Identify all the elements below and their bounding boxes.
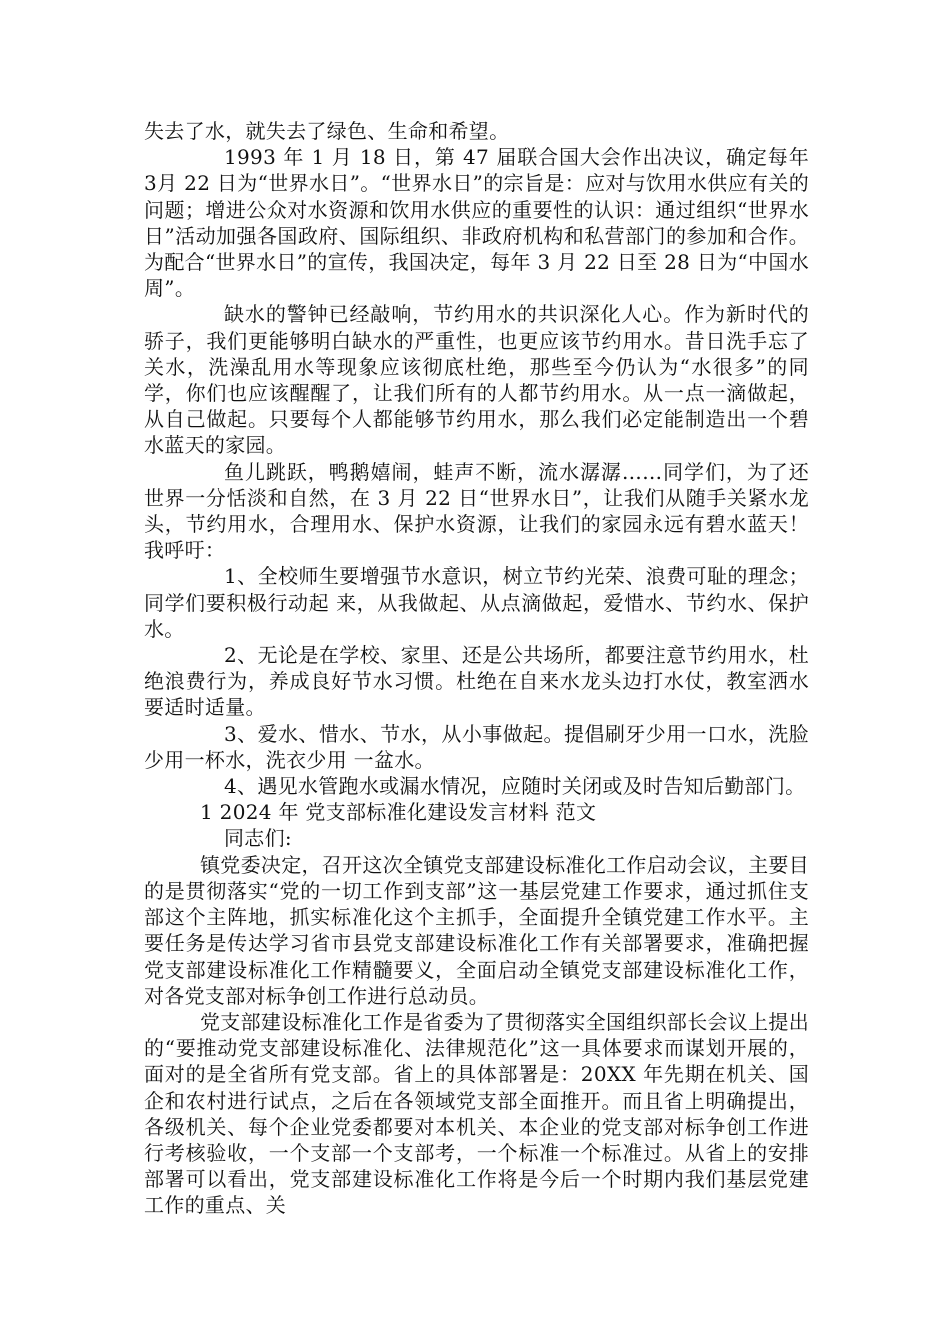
paragraph-world-water-day: 1993 年 1 月 18 日，第 47 届联合国大会作出决议，确定每年 3月 22 日为“世界水日”。“世界水日”的宗旨是：应对与饮用水供应有关的问题；增进公众对水资源和饮用水供应的重要性的认识：通过组织“世界水日”活动加强各国政府、国际组织、非政府机构和私营部门的参加和合作。为配合“世界水日”的宣传，我国决定，每年 3 月 22 日至 28 日为“中国水周”。 xyxy=(144,145,809,301)
paragraph-meeting-purpose: 镇党委决定，召开这次全镇党支部建设标准化工作启动会议，主要目的是贯彻落实“党的一切工作到支部”这一基层党建工作要求，通过抓住支部这个主阵地，抓实标准化这个主抓手，全面提升全镇党建工作水平。主要任务是传达学习省市县党支部建设标准化工作有关部署要求，准确把握党支部建设标准化工作精髓要义，全面启动全镇党支部建设标准化工作，对各党支部对标争创工作进行总动员。 xyxy=(144,852,809,1008)
list-item-4: 4、遇见水管跑水或漏水情况，应随时关闭或及时告知后勤部门。 xyxy=(224,774,806,799)
list-item-2: 2、无论是在学校、家里、还是公共场所，都要注意节约用水，杜绝浪费行为，养成良好节水习惯。杜绝在自来水龙头边打水仗，教室洒水要适时适量。 xyxy=(144,643,809,720)
list-item-1: 1、全校师生要增强节水意识，树立节约光荣、浪费可耻的理念；同学们要积极行动起 来，从我做起、从点滴做起，爱惜水、节约水、保护水。 xyxy=(144,564,809,641)
list-item-3: 3、爱水、惜水、节水，从小事做起。提倡刷牙少用一口水，洗脸少用一杯水，洗衣少用 一盆水。 xyxy=(144,721,809,772)
paragraph-standardization: 党支部建设标准化工作是省委为了贯彻落实全国组织部长会议上提出的“要推动党支部建设标准化、法律规范化”这一具体要求而谋划开展的，面对的是全省所有党支部。省上的具体部署是：20XX 年先期在机关、国企和农村进行试点，之后在各领域党支部全面推开。而且省上明确提出，各级机关、每个企业党委都要对本机关、本企业的党支部对标争创工作进行考核验收，一个支部一个支部考，一个标准一个标准过。从省上的安排部署可以看出，党支部建设标准化工作将是今后一个时期内我们基层党建工作的重点、关 xyxy=(144,1009,809,1218)
paragraph-appeal: 鱼儿跳跃，鸭鹅嬉闹，蛙声不断，流水潺潺……同学们，为了还世界一分恬淡和自然，在 3 月 22 日“世界水日”，让我们从随手关紧水龙头，节约用水，合理用水、保护水资源，让我们的家园永远有碧水蓝天！我呼吁： xyxy=(144,459,809,563)
paragraph-water-shortage: 缺水的警钟已经敲响，节约用水的共识深化人心。作为新时代的骄子，我们更能够明白缺水的严重性，也更应该节约用水。昔日洗手忘了关水，洗澡乱用水等现象应该彻底杜绝，那些至今仍认为“水很多”的同学，你们也应该醒醒了，让我们所有的人都节约用水。从一点一滴做起，从自己做起。只要每个人都能够节约用水，那么我们必定能制造出一个碧水蓝天的家园。 xyxy=(144,302,809,458)
salutation: 同志们: xyxy=(224,826,292,851)
document-body xyxy=(144,118,809,1219)
paragraph-continuation: 失去了水，就失去了绿色、生命和希望。 xyxy=(144,119,510,143)
section-heading: 1 2024 年 党支部标准化建设发言材料 范文 xyxy=(200,800,597,825)
